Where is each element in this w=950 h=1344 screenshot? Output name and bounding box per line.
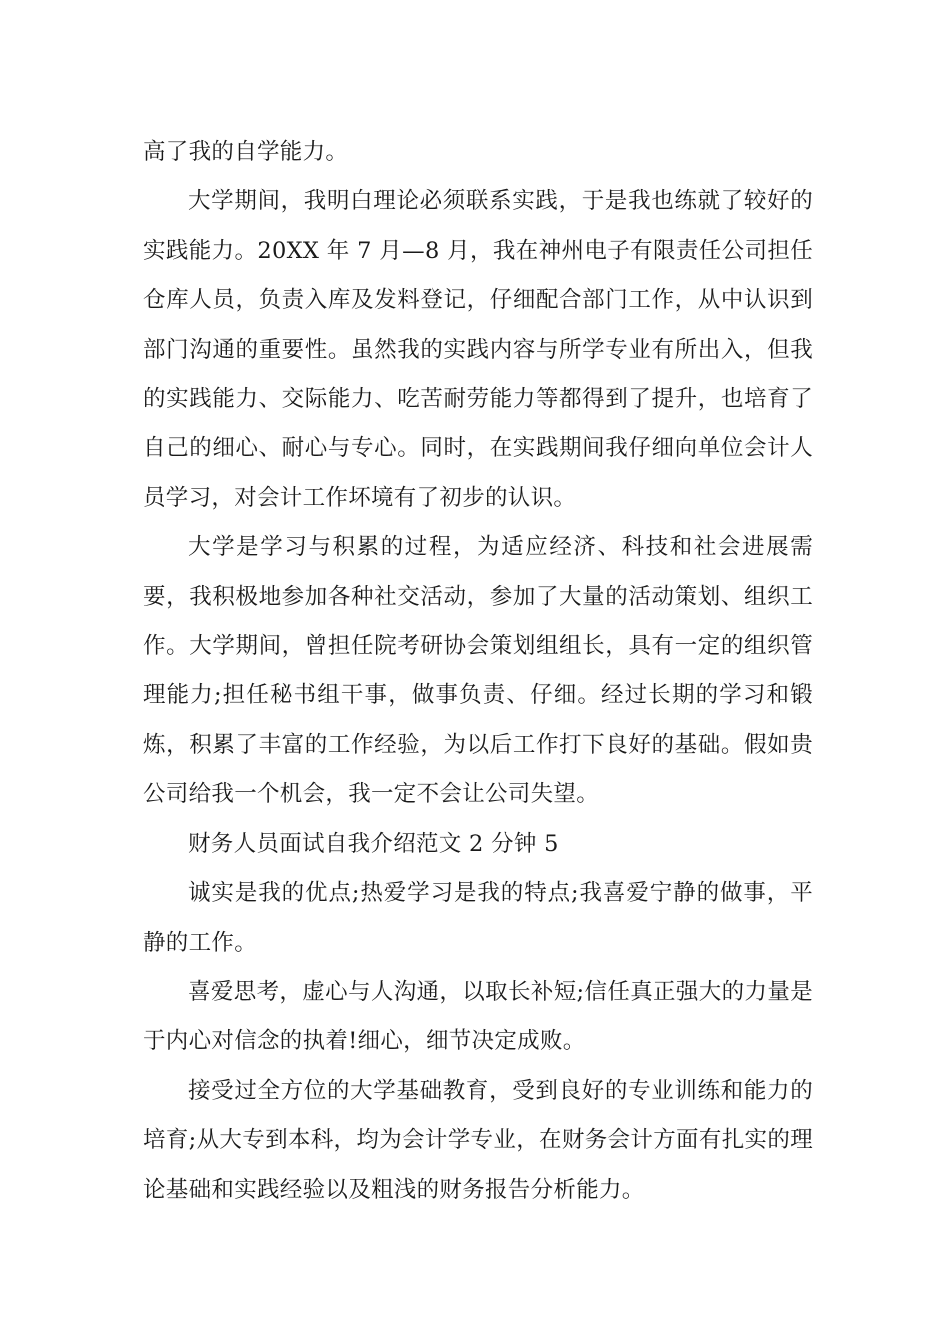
paragraph-honesty: 诚实是我的优点;热爱学习是我的特点;我喜爱宁静的做事，平静的工作。 xyxy=(143,880,813,956)
section-heading: 财务人员面试自我介绍范文 2 分钟 5 xyxy=(188,830,559,857)
document-body xyxy=(143,128,813,1215)
paragraph-education: 接受过全方位的大学基础教育，受到良好的专业训练和能力的培育;从大专到本科，均为会计学专业，在财务会计方面有扎实的理论基础和实践经验以及粗浅的财务报告分析能力。 xyxy=(143,1077,813,1203)
paragraph-activities: 大学是学习与积累的过程，为适应经济、科技和社会进展需要，我积极地参加各种社交活动，参加了大量的活动策划、组织工作。大学期间，曾担任院考研协会策划组组长，具有一定的组织管理能力;担任秘书组干事，做事负责、仔细。经过长期的学习和锻炼，积累了丰富的工作经验，为以后工作打下良好的基础。假如贵公司给我一个机会，我一定不会让公司失望。 xyxy=(143,534,813,808)
paragraph-continuation: 高了我的自学能力。 xyxy=(143,139,349,165)
paragraph-practice: 大学期间，我明白理论必须联系实践，于是我也练就了较好的实践能力。20XX 年 7 月—8 月，我在神州电子有限责任公司担任仓库人员，负责入库及发料登记，仔细配合部门工作，从中认识到部门沟通的重要性。虽然我的实践内容与所学专业有所出入，但我的实践能力、交际能力、吃苦耐劳能力等都得到了提升，也培育了自己的细心、耐心与专心。同时，在实践期间我仔细向单位会计人员学习，对会计工作坏境有了初步的认识。 xyxy=(143,188,813,511)
paragraph-thinking: 喜爱思考，虚心与人沟通，以取长补短;信任真正强大的力量是于内心对信念的执着!细心，细节决定成败。 xyxy=(143,978,813,1055)
